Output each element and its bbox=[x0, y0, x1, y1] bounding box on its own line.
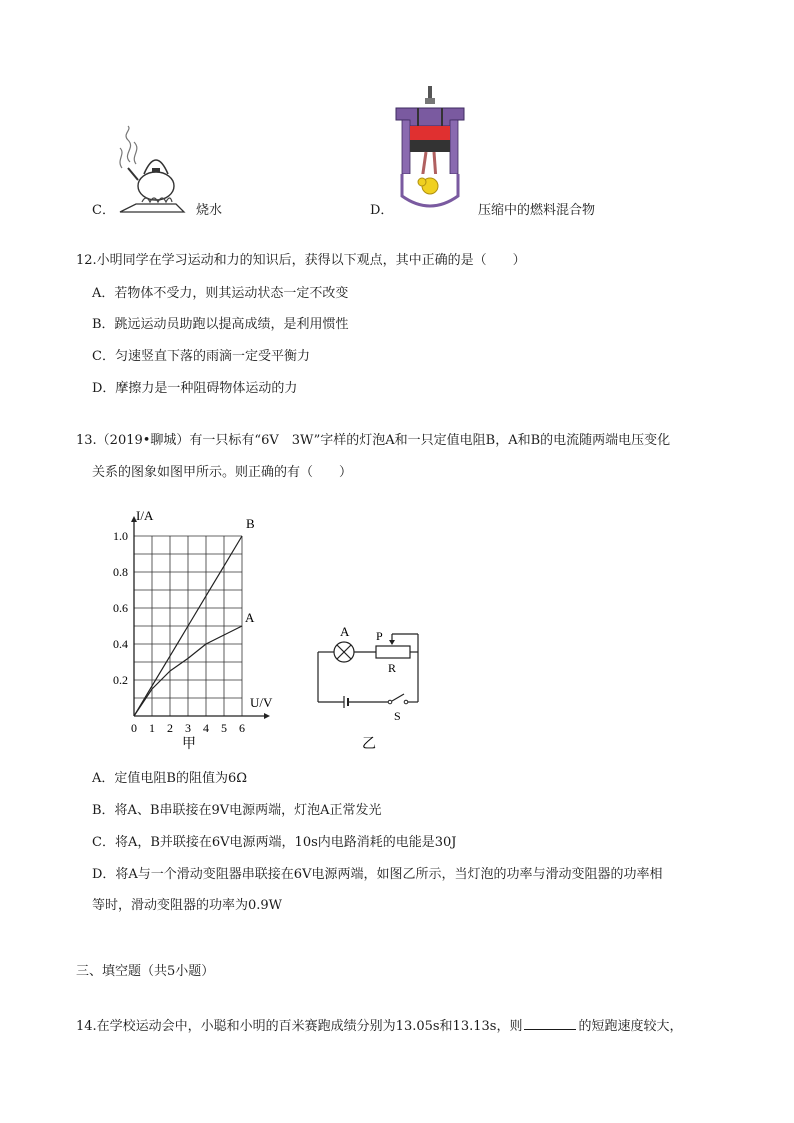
option-d-text: 压缩中的燃料混合物 bbox=[478, 203, 596, 218]
x-tick-label: 3 bbox=[185, 721, 191, 735]
q12-option-a: A．若物体不受力，则其运动状态一定不改变 bbox=[92, 286, 349, 301]
x-tick-label: 4 bbox=[203, 721, 209, 735]
line-b-label: B bbox=[246, 516, 255, 531]
x-tick-label: 2 bbox=[167, 721, 173, 735]
q14-text-before: 14.在学校运动会中，小聪和小明的百米赛跑成绩分别为13.05s和13.13s，则 bbox=[76, 1019, 523, 1034]
x-tick-label: 1 bbox=[149, 721, 155, 735]
resistor-symbol bbox=[376, 646, 410, 658]
engine-cylinder-figure bbox=[392, 86, 468, 216]
q13-option-d-cont: 等时，滑动变阻器的功率为0.9W bbox=[92, 898, 283, 913]
y-tick-label: 0.6 bbox=[113, 601, 128, 615]
q13-option-c: C．将A，B并联接在6V电源两端，10s内电路消耗的电能是30J bbox=[92, 835, 457, 850]
x-tick-label: 0 bbox=[131, 721, 137, 735]
q13-stem-line1: 13.（2019•聊城）有一只标有“6V 3W”字样的灯泡A和一只定值电阻B，A和B的电流随两端电压变化 bbox=[76, 433, 671, 448]
q12-option-c: C．匀速竖直下落的雨滴一定受平衡力 bbox=[92, 349, 310, 364]
option-c-text: 烧水 bbox=[196, 203, 223, 218]
q13-option-d: D．将A与一个滑动变阻器串联接在6V电源两端，如图乙所示，当灯泡的功率与滑动变阻器的功率相 bbox=[92, 867, 663, 882]
y-axis-label: I/A bbox=[136, 508, 154, 523]
x-axis-arrow bbox=[264, 713, 270, 719]
option-d-letter: D． bbox=[370, 203, 394, 218]
y-tick-label: 0.8 bbox=[113, 565, 128, 579]
switch-symbol bbox=[392, 694, 404, 701]
kettle-figure bbox=[108, 124, 200, 216]
x-tick-label: 6 bbox=[239, 721, 245, 735]
q14-text-after: 的短跑速度较大， bbox=[578, 1019, 683, 1034]
line-a-label: A bbox=[245, 610, 255, 625]
x-tick-label: 5 bbox=[221, 721, 227, 735]
q12-option-b: B．跳远运动员助跑以提高成绩，是利用惯性 bbox=[92, 317, 349, 332]
circuit-diagram bbox=[300, 620, 440, 760]
q12-stem: 12.小明同学在学习运动和力的知识后，获得以下观点，其中正确的是（ ） bbox=[76, 253, 526, 268]
iu-graph bbox=[100, 500, 290, 755]
section-heading: 三、填空题（共5小题） bbox=[76, 964, 215, 979]
q13-option-a: A．定值电阻B的阻值为6Ω bbox=[92, 771, 247, 786]
q13-option-b: B．将A、B串联接在9V电源两端，灯泡A正常发光 bbox=[92, 803, 382, 818]
y-tick-label: 1.0 bbox=[113, 529, 128, 543]
graph-ticks bbox=[113, 529, 245, 735]
lamp-label: A bbox=[340, 624, 350, 639]
q14-answer-blank[interactable] bbox=[524, 1015, 576, 1030]
y-tick-label: 0.2 bbox=[113, 673, 128, 687]
graph-caption: 甲 bbox=[182, 736, 196, 752]
x-axis-label: U/V bbox=[250, 695, 273, 710]
y-tick-label: 0.4 bbox=[113, 637, 128, 651]
q12-option-d: D．摩擦力是一种阻碍物体运动的力 bbox=[92, 381, 298, 396]
switch-label: S bbox=[394, 709, 401, 723]
slider-label: P bbox=[376, 629, 383, 643]
circuit-caption: 乙 bbox=[362, 736, 376, 752]
option-c-letter: C． bbox=[92, 203, 115, 218]
q14-text bbox=[76, 1015, 682, 1036]
q13-stem-line2: 关系的图象如图甲所示。则正确的有（ ） bbox=[92, 465, 353, 480]
resistor-label: R bbox=[388, 661, 397, 675]
